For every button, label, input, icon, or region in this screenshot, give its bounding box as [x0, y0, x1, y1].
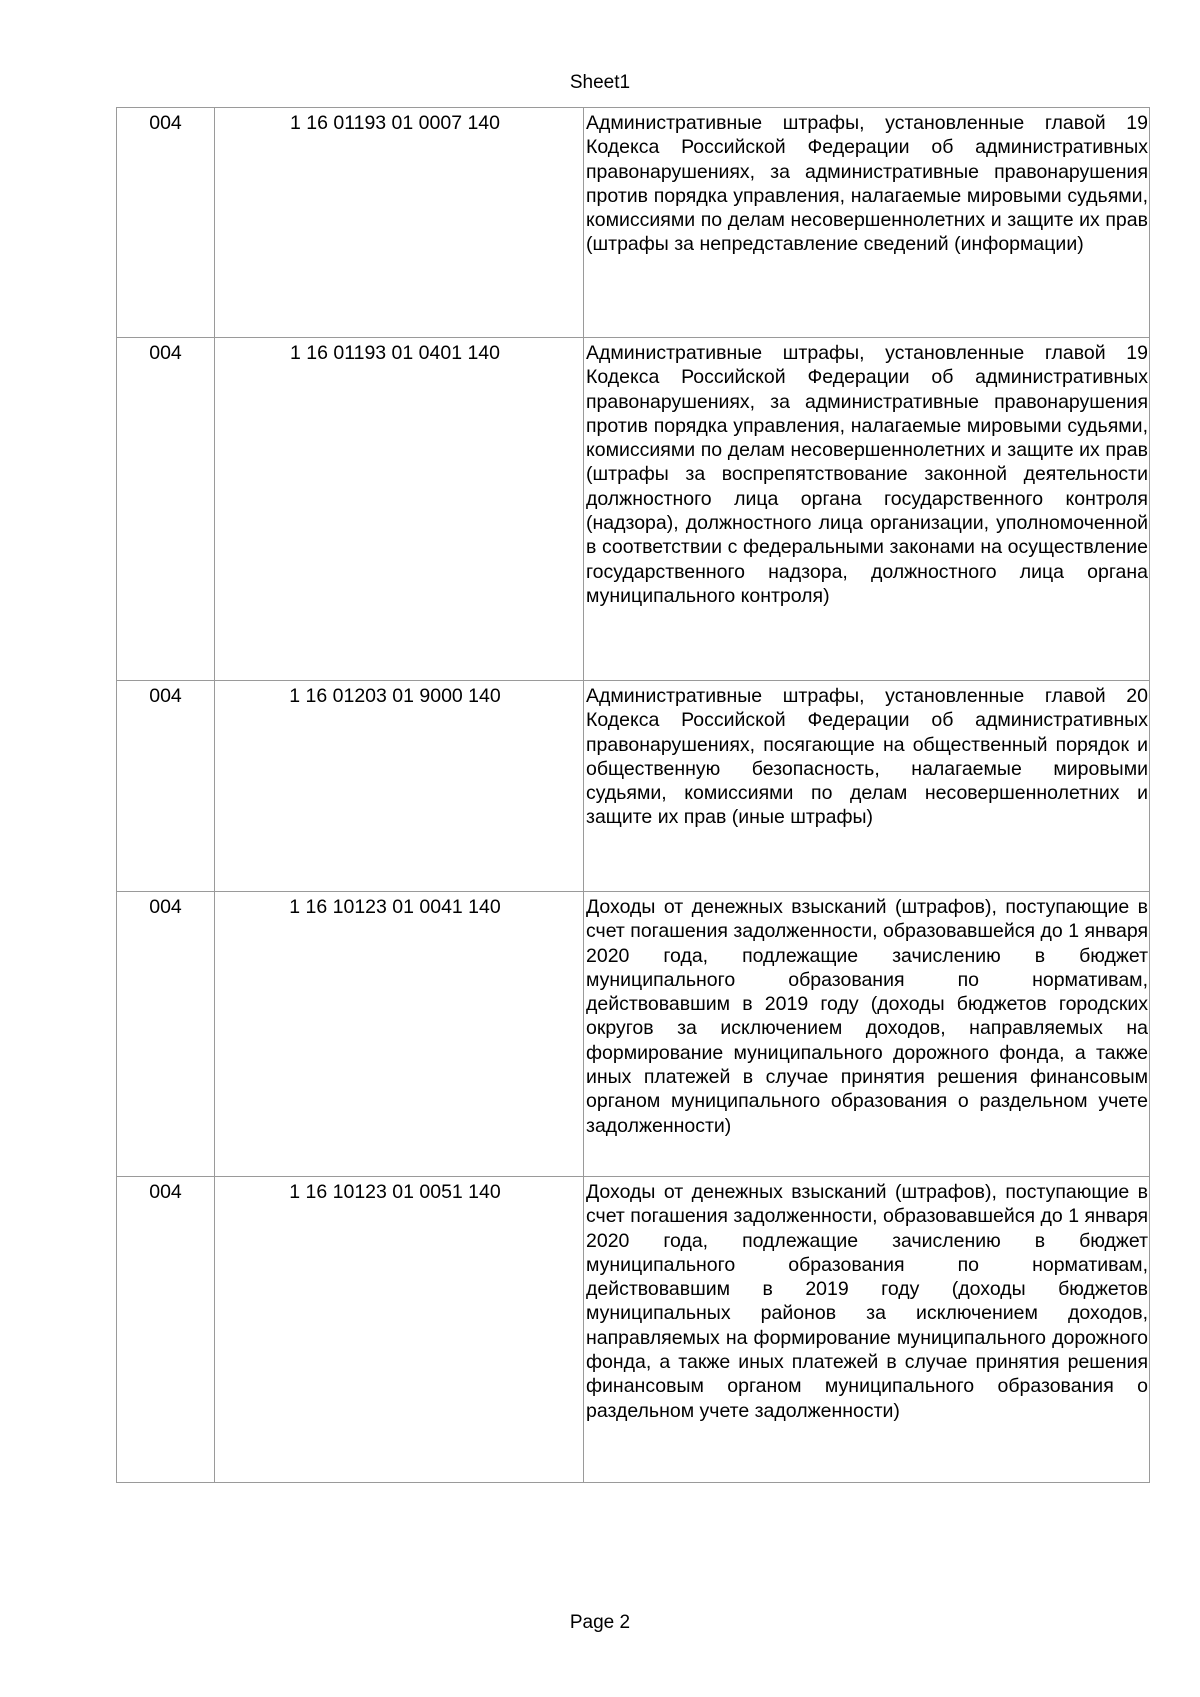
table-row [117, 338, 1150, 681]
kbk-cell [215, 108, 584, 338]
admin-code-cell: 004 [117, 1177, 215, 1483]
description-cell: Доходы от денежных взысканий (штрафов), поступающие в счет погашения задолженности, образовавшейся до 1 января 2020 года, подлежащие зачислению в бюджет муниципального образования по нормативам, действовавшим в 2019 году (доходы бюджетов городских округов за исключением доходов, направляемых на формирование муниципального дорожного фонда, а также иных платежей в случае принятия решения финансовым органом муниципального образования о раздельном учете задолженности) [584, 892, 1150, 1177]
kbk-text: 1 16 10123 01 0051 140 [289, 1181, 501, 1203]
description-cell: Административные штрафы, установленные главой 19 Кодекса Российской Федерации об административных правонарушениях, за административные правонарушения против порядка управления, налагаемые мировыми судьями, комиссиями по делам несовершеннолетних и защите их прав (штрафы за непредставление сведений (информации) [584, 108, 1150, 338]
description-cell: Административные штрафы, установленные главой 20 Кодекса Российской Федерации об административных правонарушениях, посягающие на общественный порядок и общественную безопасность, налагаемые мировыми судьями, комиссиями по делам несовершеннолетних и защите их прав (иные штрафы) [584, 681, 1150, 892]
kbk-cell [215, 1177, 584, 1483]
kbk-text: 1 16 01203 01 9000 140 [289, 685, 501, 707]
table-row [117, 1177, 1150, 1483]
kbk-cell [215, 892, 584, 1177]
table-row [117, 108, 1150, 338]
kbk-cell [215, 681, 584, 892]
kbk-cell [215, 338, 584, 681]
description-cell: Доходы от денежных взысканий (штрафов), поступающие в счет погашения задолженности, образовавшейся до 1 января 2020 года, подлежащие зачислению в бюджет муниципального образования по нормативам, действовавшим в 2019 году (доходы бюджетов муниципальных районов за исключением доходов, направляемых на формирование муниципального дорожного фонда, а также иных платежей в случае принятия решения финансовым органом муниципального образования о раздельном учете задолженности) [584, 1177, 1150, 1483]
table-row [117, 892, 1150, 1177]
data-table [116, 107, 1150, 1483]
admin-code-cell: 004 [117, 108, 215, 338]
admin-code-cell: 004 [117, 681, 215, 892]
kbk-text: 1 16 01193 01 0007 140 [289, 112, 500, 134]
sheet-title: Sheet1 [569, 72, 631, 93]
kbk-text: 1 16 10123 01 0041 140 [289, 896, 501, 918]
admin-code-cell: 004 [117, 892, 215, 1177]
kbk-text: 1 16 01193 01 0401 140 [289, 342, 500, 364]
description-cell: Административные штрафы, установленные главой 19 Кодекса Российской Федерации об административных правонарушениях, за административные правонарушения против порядка управления, налагаемые мировыми судьями, комиссиями по делам несовершеннолетних и защите их прав (штрафы за воспрепятствование законной деятельности должностного лица органа государственного контроля (надзора), должностного лица организации, уполномоченной в соответствии с федеральными законами на осуществление государственного надзора, должностного лица органа муниципального контроля) [584, 338, 1150, 681]
admin-code-cell: 004 [117, 338, 215, 681]
table-row [117, 681, 1150, 892]
page-number: Page 2 [569, 1612, 631, 1633]
